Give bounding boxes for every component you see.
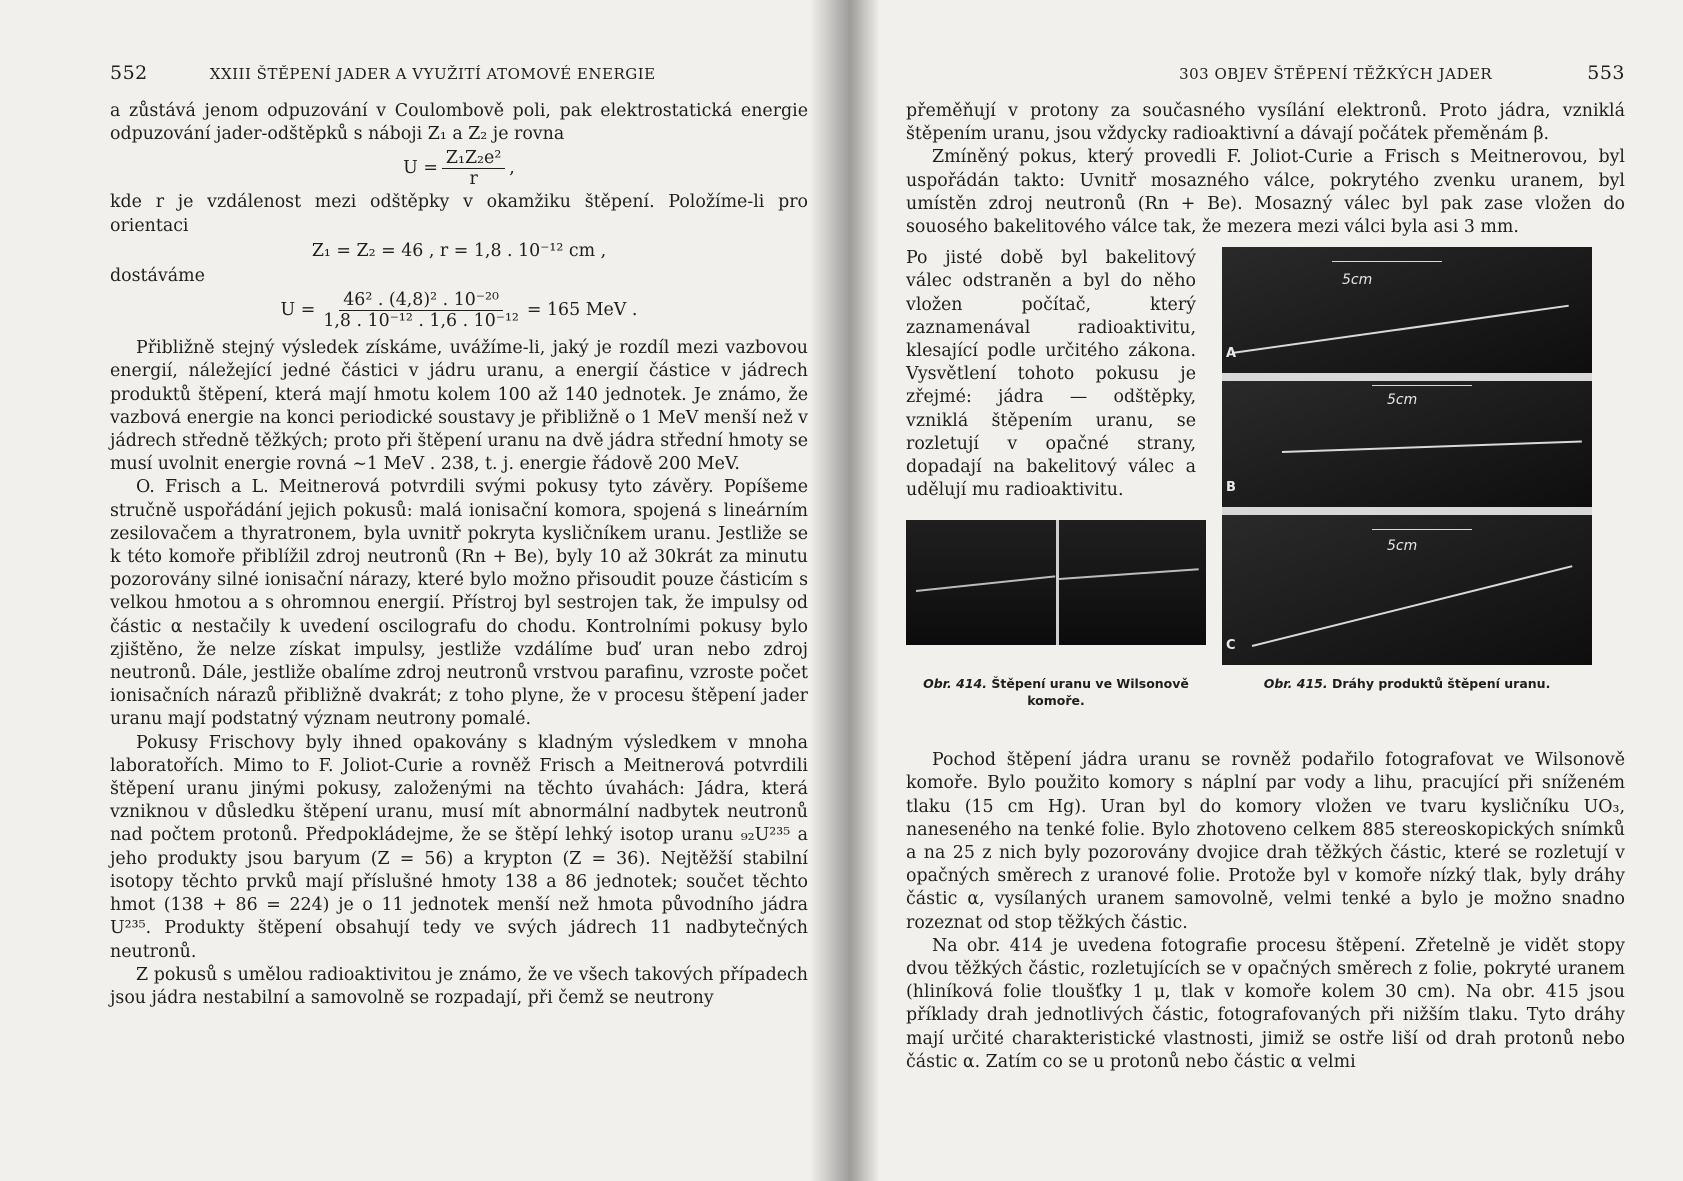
eq1-fraction — [442, 148, 505, 189]
figure-414-photo — [906, 520, 1206, 645]
fig415-track-a — [1232, 305, 1569, 354]
right-paragraph-3: Po jisté době byl bakelitový válec odstraněn a byl do něho vložen počítač, který zaznamenával radioaktivitu, klesající podle určitého zákona. Vysvětlení tohoto pokusu je zřejmé: jádra — odštěpky, vzniklá štěpením uranu, se rozletují v opačné strany, dopadají na bakelitový válec a udělují mu radioaktivitu. — [906, 248, 1196, 501]
fig415-panel-c — [1222, 515, 1592, 665]
fig415-scale-a: 5cm — [1342, 272, 1373, 289]
eq1-lhs: U = — [403, 158, 438, 179]
left-paragraph-4: Přibližně stejný výsledek získáme, uvážíme-li, jaký je rozdíl mezi vazbovou energií, náležející jedné částici v jádru uranu, a energií částice v jádrech produktů štěpení, která mají hmotu kolem 100 až 140 jednotek. Je známo, že vazbová energie na konci periodické soustavy je přibližně o 1 MeV menší než v jádrech středně těžkých; proto při štěpení uranu na dvě jádra střední hmoty se musí uvolnit energie rovná ~1 MeV . 238, t. j. energie řádově 200 MeV. — [110, 338, 808, 475]
left-paragraph-2: kde r je vzdálenost mezi odštěpky v okamžiku štěpení. Položíme-li pro orientaci — [110, 192, 808, 236]
left-header — [110, 62, 808, 92]
equation-coulomb-energy — [110, 148, 808, 189]
fig415-panel-b — [1222, 381, 1592, 507]
equation-values: Z₁ = Z₂ = 46 , r = 1,8 . 10⁻¹² cm , — [311, 240, 607, 261]
eq1-denominator: r — [469, 169, 478, 190]
eq3-numerator: 46² . (4,8)² . 10⁻²⁰ — [339, 290, 503, 311]
figure-414-caption — [906, 675, 1206, 709]
right-paragraph-1: přeměňují v protony za současného vysílání elektronů. Proto jádra, vzniklá štěpením uranu, jsou vždycky radioaktivní a dávají počátek přeměnám β. — [906, 101, 1625, 145]
figure-415-photo — [1222, 247, 1592, 665]
figure-captions — [906, 675, 1625, 709]
left-body — [110, 100, 808, 1010]
figure-row — [906, 247, 1625, 665]
right-running-head: 303 OBJEV ŠTĚPENÍ TĚŽKÝCH JADER — [1179, 65, 1493, 83]
left-running-head: XXIII ŠTĚPENÍ JADER A VYUŽITÍ ATOMOVÉ ENERGIE — [209, 65, 656, 83]
left-paragraph-7: Z pokusů s umělou radioaktivitou je známo, že ve všech takových případech jsou jádra nestabilní a samovolně se rozpadají, při čemž se neutrony — [110, 964, 808, 1008]
fig415-separator-1 — [1222, 373, 1592, 381]
fig415-scale-c: 5cm — [1387, 538, 1418, 555]
fig414-foil — [1056, 520, 1059, 645]
left-gutter-shadow — [810, 0, 850, 1181]
fig415-separator-2 — [1222, 507, 1592, 515]
fig414-caption-number: Obr. 414. — [923, 676, 987, 692]
right-paragraph-5: Na obr. 414 je uvedena fotografie procesu štěpení. Zřetelně je vidět stopy dvou těžkých částic, rozletujících se v opačných směrech z folie, pokryté uranem (hliníková folie tloušťky 1 μ, tlak v komoře kolem 30 cm). Na obr. 415 jsou příklady drah jednotlivých částic, fotografovaných při nižším tlaku. Tyto dráhy mají určité charakteristické vlastnosti, jimiž se ostře liší od drah protonů nebo částic α. Zatím co se u protonů nebo částic α velmi — [906, 935, 1625, 1072]
right-gutter-shadow — [850, 0, 880, 1181]
fig415-label-c: C — [1226, 638, 1236, 654]
left-paragraph-5: O. Frisch a L. Meitnerová potvrdili svými pokusy tyto závěry. Popíšeme stručně uspořádání jejich pokusů: malá ionisační komora, spojená s lineárním zesilovačem a thyratronem, byla uvnitř pokryta kysličníkem uranu. Jestliže se k této komoře přiblížil zdroj neutronů (Rn + Be), byly 10 až 30krát za minutu pozorovány silné ionisační nárazy, které bylo možno přisoudit pouze částicím s velkou hmotou a s ohromnou energií. Přístroj byl sestrojen tak, že impulsy od částic α nestačily k uvedení oscilografu do chodu. Kontrolními pokusy bylo zjištěno, že nelze získat impulsy, jestliže vzdálíme buď uran nebo zdroj neutronů. Dále, jestliže obalíme zdroj neutronů vrstvou parafinu, vzroste počet ionisačních nárazů přibližně dvakrát; z toho plyne, že v procesu štěpení jader uranu mají podstatný význam neutrony pomalé. — [110, 477, 808, 730]
fig414-track-left — [916, 576, 1055, 593]
eq3-lhs: U = — [280, 300, 316, 321]
eq1-tail: , — [509, 158, 515, 179]
eq3-fraction — [319, 290, 523, 331]
equation-result — [110, 290, 808, 331]
figure-415-caption — [1222, 675, 1592, 709]
left-paragraph-3: dostáváme — [110, 266, 205, 287]
fig415-caption-number: Obr. 415. — [1263, 676, 1328, 692]
fig415-label-a: A — [1226, 346, 1237, 362]
left-paragraph-6: Pokusy Frischovy byly ihned opakovány s kladným výsledkem v mnoha laboratořích. Mimo to F. Joliot-Curie a rovněž Frisch a Meitnerová potvrdili štěpení uranu jinými pokusy, založenými na těchto úvahách: Jádra, která vzniknou v důsledku štěpení uranu, musí mít abnormální nadbytek neutronů nad počtem protonů. Předpokládejme, že se štěpí lehký isotop uranu ₉₂U²³⁵ a jeho produkty jsou baryum (Z = 56) a krypton (Z = 36). Nejtěžší stabilní isotopy těchto prvků mají příslušné hmoty 138 a 86 jednotek; součet těchto hmot (138 + 86 = 224) je o 11 jednotek menší než hmota původního jádra U²³⁵. Produkty štěpení obsahují tedy ve svých jádrech 11 nadbytečných neutronů. — [110, 732, 808, 962]
fig415-panel-a — [1222, 247, 1592, 373]
fig415-scalebar-c — [1372, 529, 1472, 530]
right-page — [850, 0, 1683, 1181]
fig414-track-right — [1059, 569, 1199, 581]
left-figure-column — [906, 247, 1206, 665]
fig415-scalebar-b — [1372, 385, 1472, 386]
fig415-track-c — [1252, 565, 1573, 647]
fig415-caption-text: Dráhy produktů štěpení uranu. — [1331, 676, 1551, 692]
right-page-number: 553 — [1587, 62, 1625, 84]
right-body — [906, 100, 1625, 1074]
fig415-label-b: B — [1226, 480, 1236, 496]
eq3-rhs: = 165 MeV . — [526, 300, 638, 321]
left-page-number: 552 — [110, 62, 148, 84]
eq3-denominator: 1,8 . 10⁻¹² . 1,6 . 10⁻¹² — [323, 311, 519, 332]
eq1-numerator: Z₁Z₂e² — [442, 148, 505, 169]
fig415-scalebar-a — [1332, 261, 1442, 262]
fig415-track-b — [1282, 441, 1582, 453]
right-header — [906, 62, 1625, 92]
left-paragraph-1: a zůstává jenom odpuzování v Coulombově poli, pak elektrostatická energie odpuzování jader-odštěpků s náboji Z₁ a Z₂ je rovna — [110, 101, 808, 145]
right-paragraph-4: Pochod štěpení jádra uranu se rovněž podařilo fotografovat ve Wilsonově komoře. Bylo použito komory s náplní par vody a lihu, pracující při sníženém tlaku (15 cm Hg). Uran byl do komory vložen ve tvaru kysličníku UO₃, naneseného na tenké folie. Bylo zhotoveno celkem 885 stereoskopických snímků a na 25 z nich byly pozorovány dvojice drah těžkých částic, které se rozletují v opačných směrech z uranové folie. Protože byl v komoře nízký tlak, byly dráhy částic α, vysílaných uranem samovolně, velmi tenké a bylo je možno snadno rozeznat od stop těžkých částic. — [906, 750, 1625, 933]
fig415-scale-b: 5cm — [1387, 392, 1418, 409]
fig414-caption-text: Štěpení uranu ve Wilsonově komoře. — [991, 676, 1189, 709]
right-paragraph-2: Zmíněný pokus, který provedli F. Joliot-Curie a Frisch s Meitnerovou, byl uspořádán takto: Uvnitř mosazného válce, pokrytého zvenku uranem, byl umístěn zdroj neutronů (Rn + Be). Mosazný válec byl pak zase vložen do souosého bakelitového válce tak, že mezera mezi válci byla asi 3 mm. — [906, 147, 1625, 238]
